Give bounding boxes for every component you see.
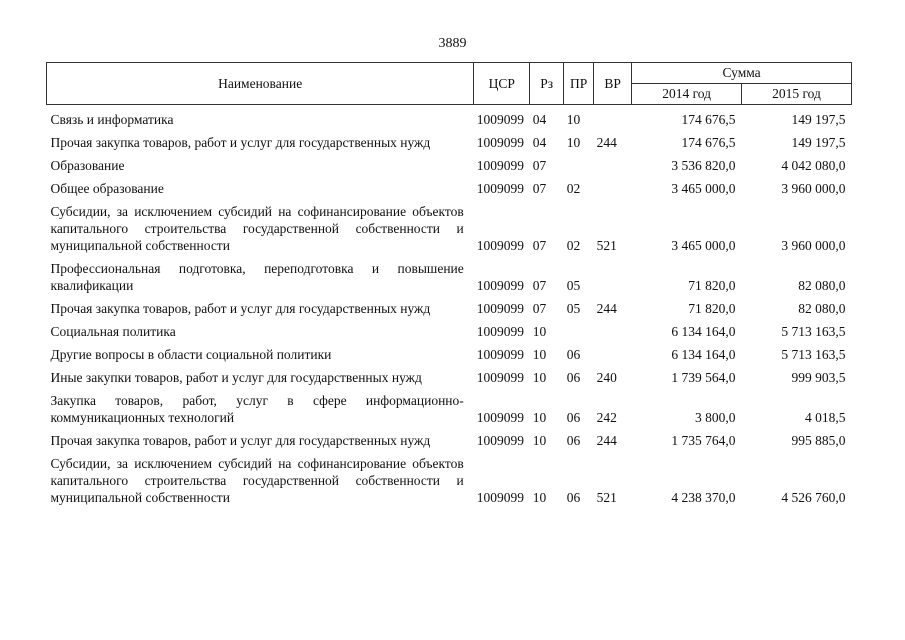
row-amount-2014: 6 134 164,0 <box>671 324 736 339</box>
table-row <box>47 105 852 129</box>
row-csr: 1009099 <box>476 410 525 425</box>
row-amount-2015: 82 080,0 <box>798 301 846 316</box>
row-amount-2015: 3 960 000,0 <box>781 238 846 253</box>
header-pr: ПР <box>564 63 594 105</box>
row-amount-2014: 3 465 000,0 <box>671 181 736 196</box>
row-rz: 04 <box>532 112 547 127</box>
table-row <box>47 449 852 506</box>
row-pr: 06 <box>566 433 581 448</box>
row-vr <box>594 105 632 129</box>
row-amount-2014: 3 536 820,0 <box>671 158 736 173</box>
table-row <box>47 174 852 197</box>
row-csr: 1009099 <box>476 370 525 385</box>
row-pr: 02 <box>566 238 581 253</box>
row-vr: 244 <box>596 301 617 316</box>
row-csr: 1009099 <box>476 301 525 316</box>
row-pr: 06 <box>566 410 581 425</box>
row-rz: 07 <box>532 158 547 173</box>
row-name: Другие вопросы в области социальной политики <box>50 347 332 362</box>
table-row <box>47 294 852 317</box>
row-amount-2014: 1 735 764,0 <box>671 433 736 448</box>
row-rz: 07 <box>532 278 547 293</box>
row-vr <box>594 340 632 363</box>
row-name: Субсидии, за исключением субсидий на софинансирование объектов капитального строительства государственной собственности и муниципальной собственности <box>50 204 464 253</box>
row-vr: 240 <box>596 370 617 385</box>
row-name: Образование <box>50 158 125 173</box>
table-row <box>47 254 852 294</box>
page-number: 3889 <box>438 36 467 51</box>
row-amount-2015: 149 197,5 <box>791 135 846 150</box>
header-vr: ВР <box>594 63 632 105</box>
header-sum: Сумма <box>632 63 852 84</box>
row-pr: 05 <box>566 301 581 316</box>
row-amount-2015: 4 526 760,0 <box>781 490 846 505</box>
table-row <box>47 151 852 174</box>
row-name: Связь и информатика <box>50 112 174 127</box>
row-name: Общее образование <box>50 181 164 196</box>
table-header <box>47 63 852 105</box>
row-pr: 10 <box>566 135 581 150</box>
table-row <box>47 340 852 363</box>
row-pr: 06 <box>566 347 581 362</box>
row-vr: 244 <box>596 433 617 448</box>
header-year-2014: 2014 год <box>632 84 742 105</box>
row-pr: 06 <box>566 370 581 385</box>
row-amount-2014: 3 800,0 <box>695 410 736 425</box>
row-amount-2015: 4 042 080,0 <box>781 158 846 173</box>
row-amount-2014: 174 676,5 <box>681 135 736 150</box>
table-row <box>47 363 852 386</box>
row-vr <box>594 151 632 174</box>
row-name: Социальная политика <box>50 324 176 339</box>
row-rz: 10 <box>532 347 547 362</box>
row-vr: 521 <box>596 238 617 253</box>
table-row <box>47 317 852 340</box>
row-amount-2014: 6 134 164,0 <box>671 347 736 362</box>
row-vr: 521 <box>596 490 617 505</box>
header-name: Наименование <box>47 63 474 105</box>
row-rz: 10 <box>532 370 547 385</box>
row-csr: 1009099 <box>476 278 525 293</box>
row-amount-2015: 3 960 000,0 <box>781 181 846 196</box>
row-name: Прочая закупка товаров, работ и услуг для государственных нужд <box>50 433 431 448</box>
row-amount-2015: 4 018,5 <box>805 410 846 425</box>
table-row <box>47 128 852 151</box>
row-rz: 10 <box>532 410 547 425</box>
row-pr: 06 <box>566 490 581 505</box>
row-amount-2015: 999 903,5 <box>791 370 846 385</box>
row-name: Прочая закупка товаров, работ и услуг для государственных нужд <box>50 301 431 316</box>
row-vr <box>594 317 632 340</box>
row-vr: 244 <box>596 135 617 150</box>
row-name: Субсидии, за исключением субсидий на софинансирование объектов капитального строительства государственной собственности и муниципальной собственности <box>50 456 464 505</box>
header-rz: Рз <box>530 63 564 105</box>
table-body <box>47 105 852 507</box>
table-row <box>47 426 852 449</box>
header-csr: ЦСР <box>474 63 530 105</box>
row-amount-2015: 995 885,0 <box>791 433 846 448</box>
row-rz: 10 <box>532 324 547 339</box>
row-rz: 04 <box>532 135 547 150</box>
row-csr: 1009099 <box>476 347 525 362</box>
row-csr: 1009099 <box>476 181 525 196</box>
row-csr: 1009099 <box>476 324 525 339</box>
row-name: Иные закупки товаров, работ и услуг для государственных нужд <box>50 370 422 385</box>
row-csr: 1009099 <box>476 490 525 505</box>
row-pr <box>564 151 594 174</box>
row-rz: 07 <box>532 181 547 196</box>
table-row <box>47 197 852 254</box>
row-csr: 1009099 <box>476 158 525 173</box>
row-csr: 1009099 <box>476 433 525 448</box>
row-amount-2014: 174 676,5 <box>681 112 736 127</box>
row-rz: 10 <box>532 433 547 448</box>
header-year-2015: 2015 год <box>742 84 852 105</box>
row-amount-2015: 5 713 163,5 <box>781 347 846 362</box>
row-amount-2015: 5 713 163,5 <box>781 324 846 339</box>
row-rz: 10 <box>532 490 547 505</box>
row-amount-2014: 71 820,0 <box>688 278 736 293</box>
row-pr: 05 <box>566 278 581 293</box>
row-vr <box>594 174 632 197</box>
row-rz: 07 <box>532 301 547 316</box>
row-csr: 1009099 <box>476 135 525 150</box>
row-amount-2014: 3 465 000,0 <box>671 238 736 253</box>
row-csr: 1009099 <box>476 238 525 253</box>
row-name: Профессиональная подготовка, переподготовка и повышение квалификации <box>50 261 464 293</box>
row-amount-2014: 4 238 370,0 <box>671 490 736 505</box>
row-amount-2015: 82 080,0 <box>798 278 846 293</box>
row-vr <box>594 254 632 294</box>
row-pr: 02 <box>566 181 581 196</box>
row-name: Закупка товаров, работ, услуг в сфере информационно-коммуникационных технологий <box>50 393 464 425</box>
row-pr: 10 <box>566 112 581 127</box>
row-amount-2014: 71 820,0 <box>688 301 736 316</box>
row-name: Прочая закупка товаров, работ и услуг для государственных нужд <box>50 135 431 150</box>
row-amount-2015: 149 197,5 <box>791 112 846 127</box>
row-vr: 242 <box>596 410 617 425</box>
budget-table <box>46 62 852 506</box>
row-pr <box>564 317 594 340</box>
table-row <box>47 386 852 426</box>
row-csr: 1009099 <box>476 112 525 127</box>
row-amount-2014: 1 739 564,0 <box>671 370 736 385</box>
row-rz: 07 <box>532 238 547 253</box>
